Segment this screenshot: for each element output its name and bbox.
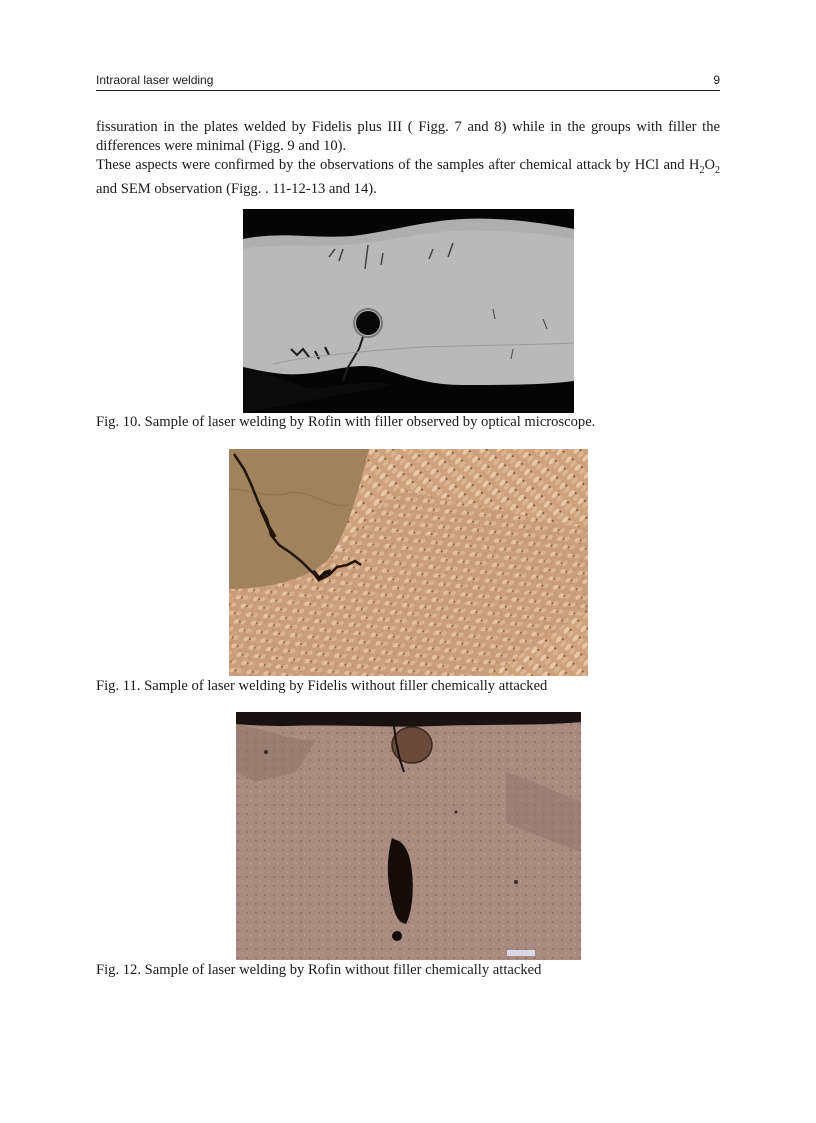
p2-mid: O xyxy=(704,157,715,173)
figure-10-image xyxy=(243,209,574,413)
page-number: 9 xyxy=(713,73,720,87)
p2-end: and SEM observation (Figg. . 11-12-13 and 14). xyxy=(96,180,377,197)
figure-10-caption: Fig. 10. Sample of laser welding by Rofin with filler observed by optical microscope. xyxy=(96,414,596,430)
p2-start: These aspects were confirmed by the observations of the samples after chemical attack by HCl and H xyxy=(96,157,700,173)
figure-11-caption: Fig. 11. Sample of laser welding by Fidelis without filler chemically attacked xyxy=(96,678,548,694)
paragraph-1: fissuration in the plates welded by Fidelis plus III ( Figg. 7 and 8) while in the groups with filler the differences were minimal (Figg. 9 and 10). xyxy=(96,119,720,154)
running-title: Intraoral laser welding xyxy=(96,73,214,87)
figure-11-image xyxy=(229,449,588,676)
h2-subscript: 2 xyxy=(699,164,705,176)
body-text xyxy=(96,118,720,199)
o2-subscript: 2 xyxy=(715,164,720,176)
running-header xyxy=(96,72,720,91)
scale-bar xyxy=(507,950,535,956)
figure-12-image xyxy=(236,712,581,960)
figure-12-caption: Fig. 12. Sample of laser welding by Rofin without filler chemically attacked xyxy=(96,962,542,978)
paragraph-2 xyxy=(96,156,720,199)
